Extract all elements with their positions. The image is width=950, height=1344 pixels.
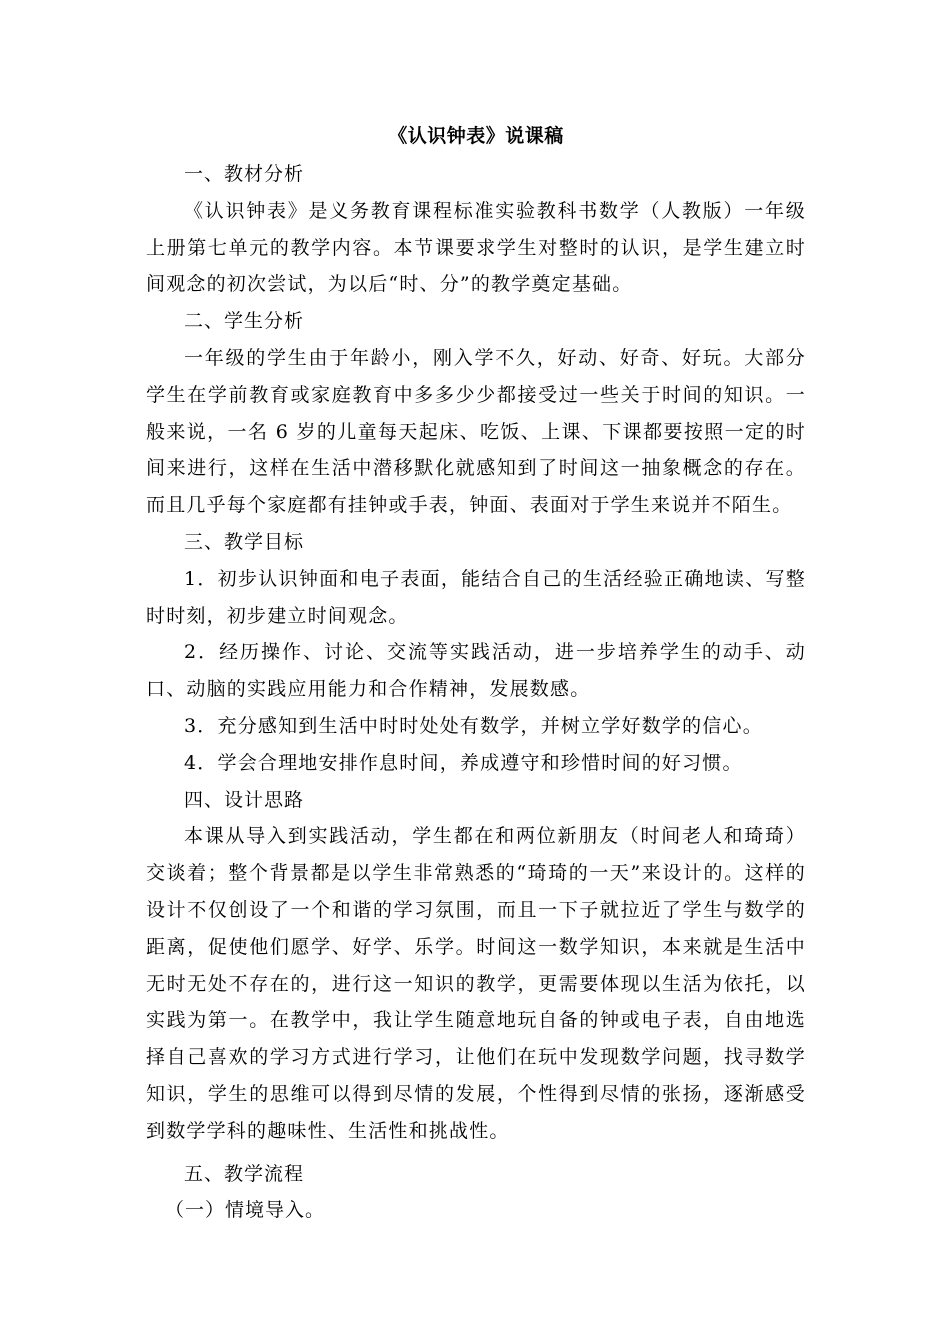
section-paragraph: 《认识钟表》是义务教育课程标准实验教科书数学（人教版）一年级上册第七单元的教学内容。本节课要求学生对整时的认识，是学生建立时间观念的初次尝试，为以后“时、分”的教学奠定基础。 (146, 199, 806, 296)
section-heading-design-ideas: 四、设计思路 (184, 788, 305, 811)
document-title: 《认识钟表》说课稿 (388, 125, 564, 147)
goal-item: 4．学会合理地安排作息时间，养成遵守和珍惜时间的好习惯。 (184, 751, 743, 774)
section-paragraph: 本课从导入到实践活动，学生都在和两位新朋友（时间老人和琦琦）交谈着；整个背景都是以学生非常熟悉的“琦琦的一天”来设计的。这样的设计不仅创设了一个和谐的学习氛围，而且一下子就拉近了学生与数学的距离，促使他们愿学、好学、乐学。时间这一数学知识，本来就是生活中无时无处不存在的，进行这一知识的教学，更需要体现以生活为依托，以实践为第一。在教学中，我让学生随意地玩自备的钟或电子表，自由地选择自己喜欢的学习方式进行学习，让他们在玩中发现数学问题，找寻数学知识，学生的思维可以得到尽情的发展，个性得到尽情的张扬，逐渐感受到数学学科的趣味性、生活性和挑战性。 (146, 825, 806, 1142)
section-heading-teaching-goals: 三、教学目标 (184, 530, 305, 553)
section-heading-textbook-analysis: 一、教材分析 (184, 163, 305, 185)
goal-item: 2．经历操作、讨论、交流等实践活动，进一步培养学生的动手、动口、动脑的实践应用能力和合作精神，发展数感。 (146, 641, 806, 701)
goal-item: 1．初步认识钟面和电子表面，能结合自己的生活经验正确地读、写整时时刻，初步建立时间观念。 (146, 567, 806, 627)
section-paragraph: 一年级的学生由于年龄小，刚入学不久，好动、好奇、好玩。大部分学生在学前教育或家庭教育中多多少少都接受过一些关于时间的知识。一般来说，一名 6 岁的儿童每天起床、吃饭、上课、下课都要按照一定的时间来进行，这样在生活中潜移默化就感知到了时间这一抽象概念的存在。而且几乎每个家庭都有挂钟或手表，钟面、表面对于学生来说并不陌生。 (146, 346, 806, 517)
section-heading-student-analysis: 二、学生分析 (184, 310, 305, 333)
subsection-heading-scene-intro: （一）情境导入。 (165, 1199, 326, 1222)
document-page (146, 122, 806, 1229)
section-heading-teaching-process: 五、教学流程 (184, 1162, 305, 1185)
goal-item: 3．充分感知到生活中时时处处有数学，并树立学好数学的信心。 (184, 714, 763, 737)
